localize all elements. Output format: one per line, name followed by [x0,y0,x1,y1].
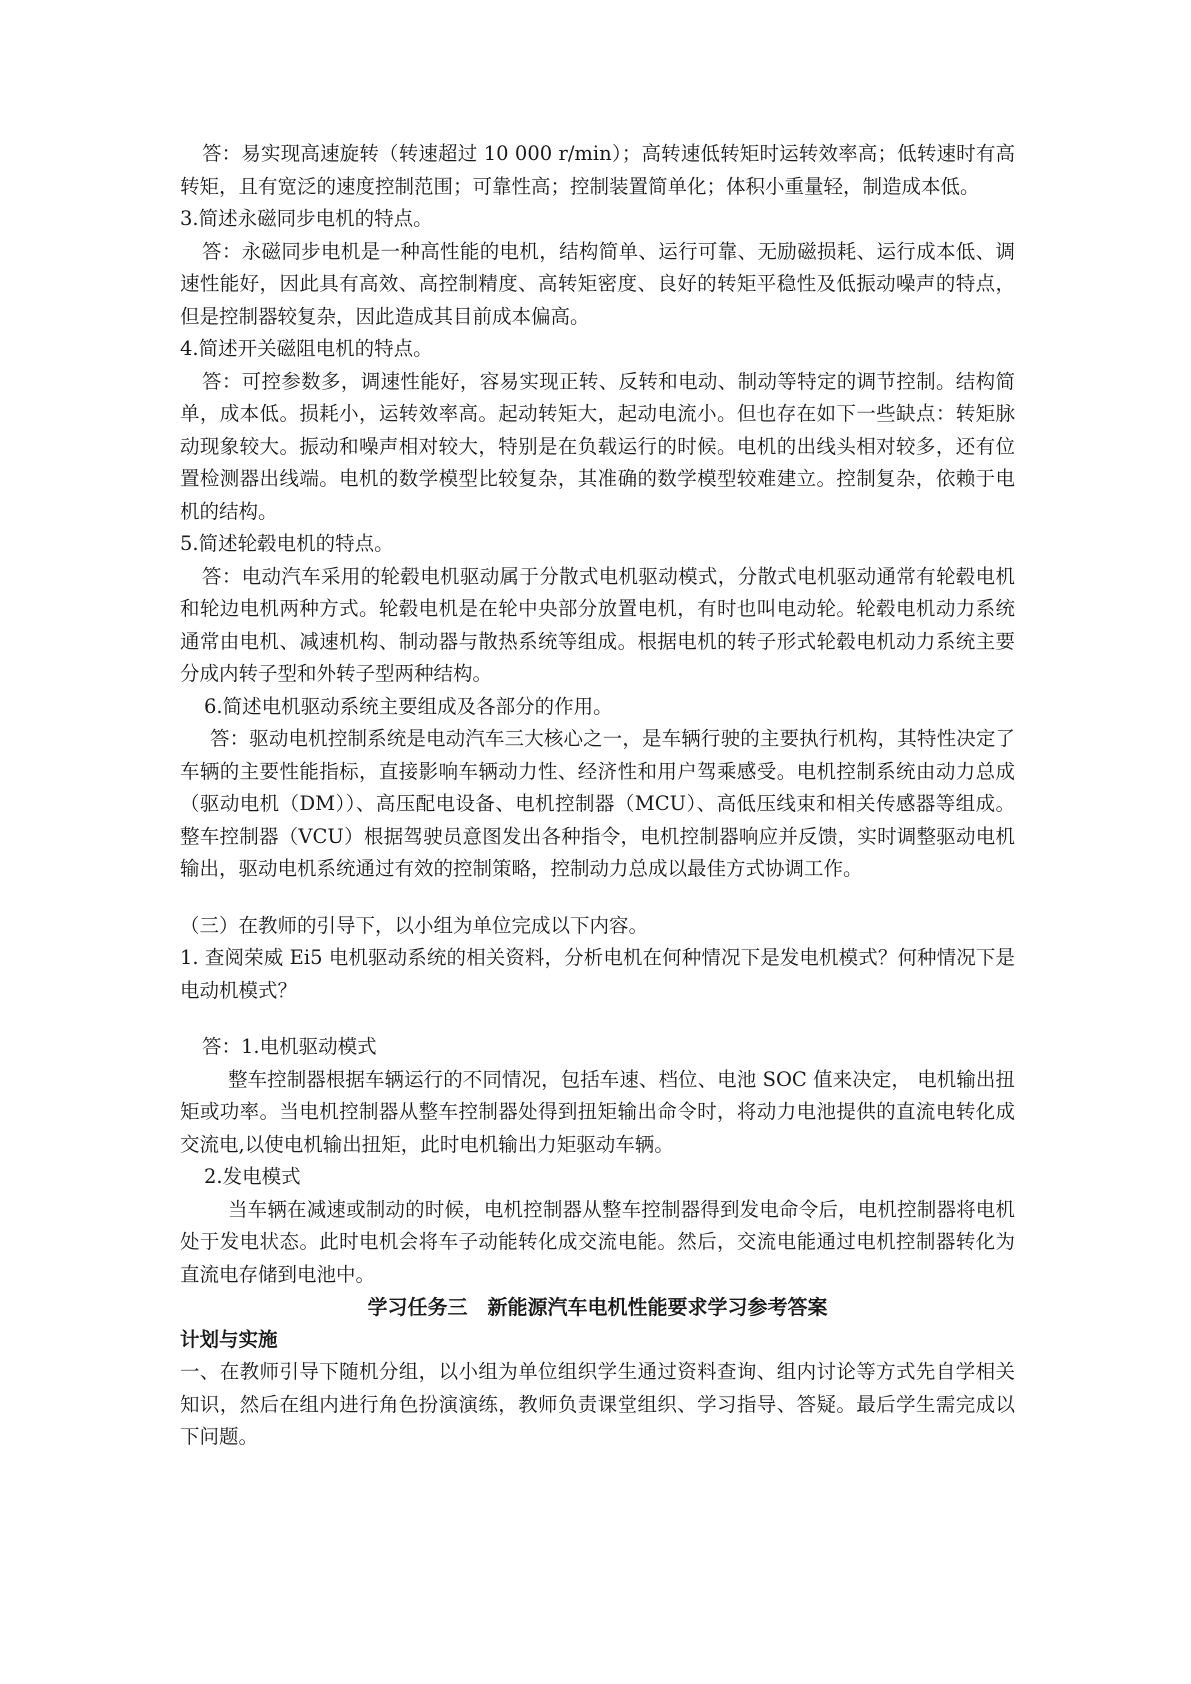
paragraph-spacer [180,1007,1015,1031]
answer-paragraph: 答：永磁同步电机是一种高性能的电机，结构简单、运行可靠、无励磁损耗、运行成本低、调速性能好，因此具有高效、高控制精度、高转矩密度、良好的转矩平稳性及低振动噪声的特点，但是控制器较复杂，因此造成其目前成本偏高。 [180,239,1015,328]
question-paragraph: 5.简述轮毂电机的特点。 [180,532,394,555]
answer-paragraph: 2.发电模式 [204,1165,301,1188]
question-paragraph: 6.简述电机驱动系统主要组成及各部分的作用。 [204,694,613,718]
answer-paragraph: 答：1.电机驱动模式 [202,1035,377,1058]
question-paragraph: 1. 查阅荣威 Ei5 电机驱动系统的相关资料，分析电机在何种情况下是发电机模式？何种情况下是电动机模式？ [180,946,1015,1002]
question-paragraph: 3.简述永磁同步电机的特点。 [180,207,433,230]
section-heading: 计划与实施 [180,1327,278,1351]
answer-paragraph: 当车辆在减速或制动的时候，电机控制器从整车控制器得到发电命令后，电机控制器将电机处于发电状态。此时电机会将车子动能转化成交流电能。然后，交流电能通过电机控制器转化为直流电存储到电池中。 [180,1197,1015,1286]
answer-paragraph: 答：电动汽车采用的轮毂电机驱动属于分散式电机驱动模式，分散式电机驱动通常有轮毂电机和轮边电机两种方式。轮毂电机是在轮中央部分放置电机，有时也叫电动轮。轮毂电机动力系统通常由电机、减速机构、制动器与散热系统等组成。根据电机的转子形式轮毂电机动力系统主要分成内转子型和外转子型两种结构。 [180,564,1015,685]
document-body [180,138,1015,1454]
paragraph-spacer [180,886,1015,910]
answer-paragraph: 答：驱动电机控制系统是电动汽车三大核心之一，是车辆行驶的主要执行机构，其特性决定了车辆的主要性能指标，直接影响车辆动力性、经济性和用户驾乘感受。电机控制系统由动力总成（驱动电机（DM））、高压配电设备、电机控制器（MCU）、高低压线束和相关传感器等组成。整车控制器（VCU）根据驾驶员意图发出各种指令，电机控制器响应并反馈，实时调整驱动电机输出，驱动电机系统通过有效的控制策略，控制动力总成以最佳方式协调工作。 [180,727,1015,880]
answer-paragraph: 答：可控参数多，调速性能好，容易实现正转、反转和电动、制动等特定的调节控制。结构简单，成本低。损耗小，运转效率高。起动转矩大，起动电流小。但也存在如下一些缺点：转矩脉动现象较大。振动和噪声相对较大，特别是在负载运行的时候。电机的出线头相对较多，还有位置检测器出线端。电机的数学模型比较复杂，其准确的数学模型较难建立。控制复杂，依赖于电机的结构。 [180,369,1015,523]
task-title: 学习任务三 新能源汽车电机性能要求学习参考答案 [367,1295,828,1319]
answer-paragraph: 整车控制器根据车辆运行的不同情况，包括车速、档位、电池 SOC 值来决定， 电机输出扭矩或功率。当电机控制器从整车控制器处得到扭矩输出命令时，将动力电池提供的直流电转化成交流电,以使电机输出扭矩，此时电机输出力矩驱动车辆。 [180,1067,1015,1156]
intro-paragraph: 一、在教师引导下随机分组，以小组为单位组织学生通过资料查询、组内讨论等方式先自学相关知识，然后在组内进行角色扮演演练，教师负责课堂组织、学习指导、答疑。最后学生需完成以下问题。 [180,1360,1015,1448]
section-paragraph: （三）在教师的引导下，以小组为单位完成以下内容。 [180,913,649,937]
answer-paragraph: 答：易实现高速旋转（转速超过 10 000 r/min）；高转速低转矩时运转效率高；低转速时有高转矩，且有宽泛的速度控制范围；可靠性高；控制装置简单化；体积小重量轻，制造成本低。 [180,142,1015,198]
question-paragraph: 4.简述开关磁阻电机的特点。 [180,337,433,360]
